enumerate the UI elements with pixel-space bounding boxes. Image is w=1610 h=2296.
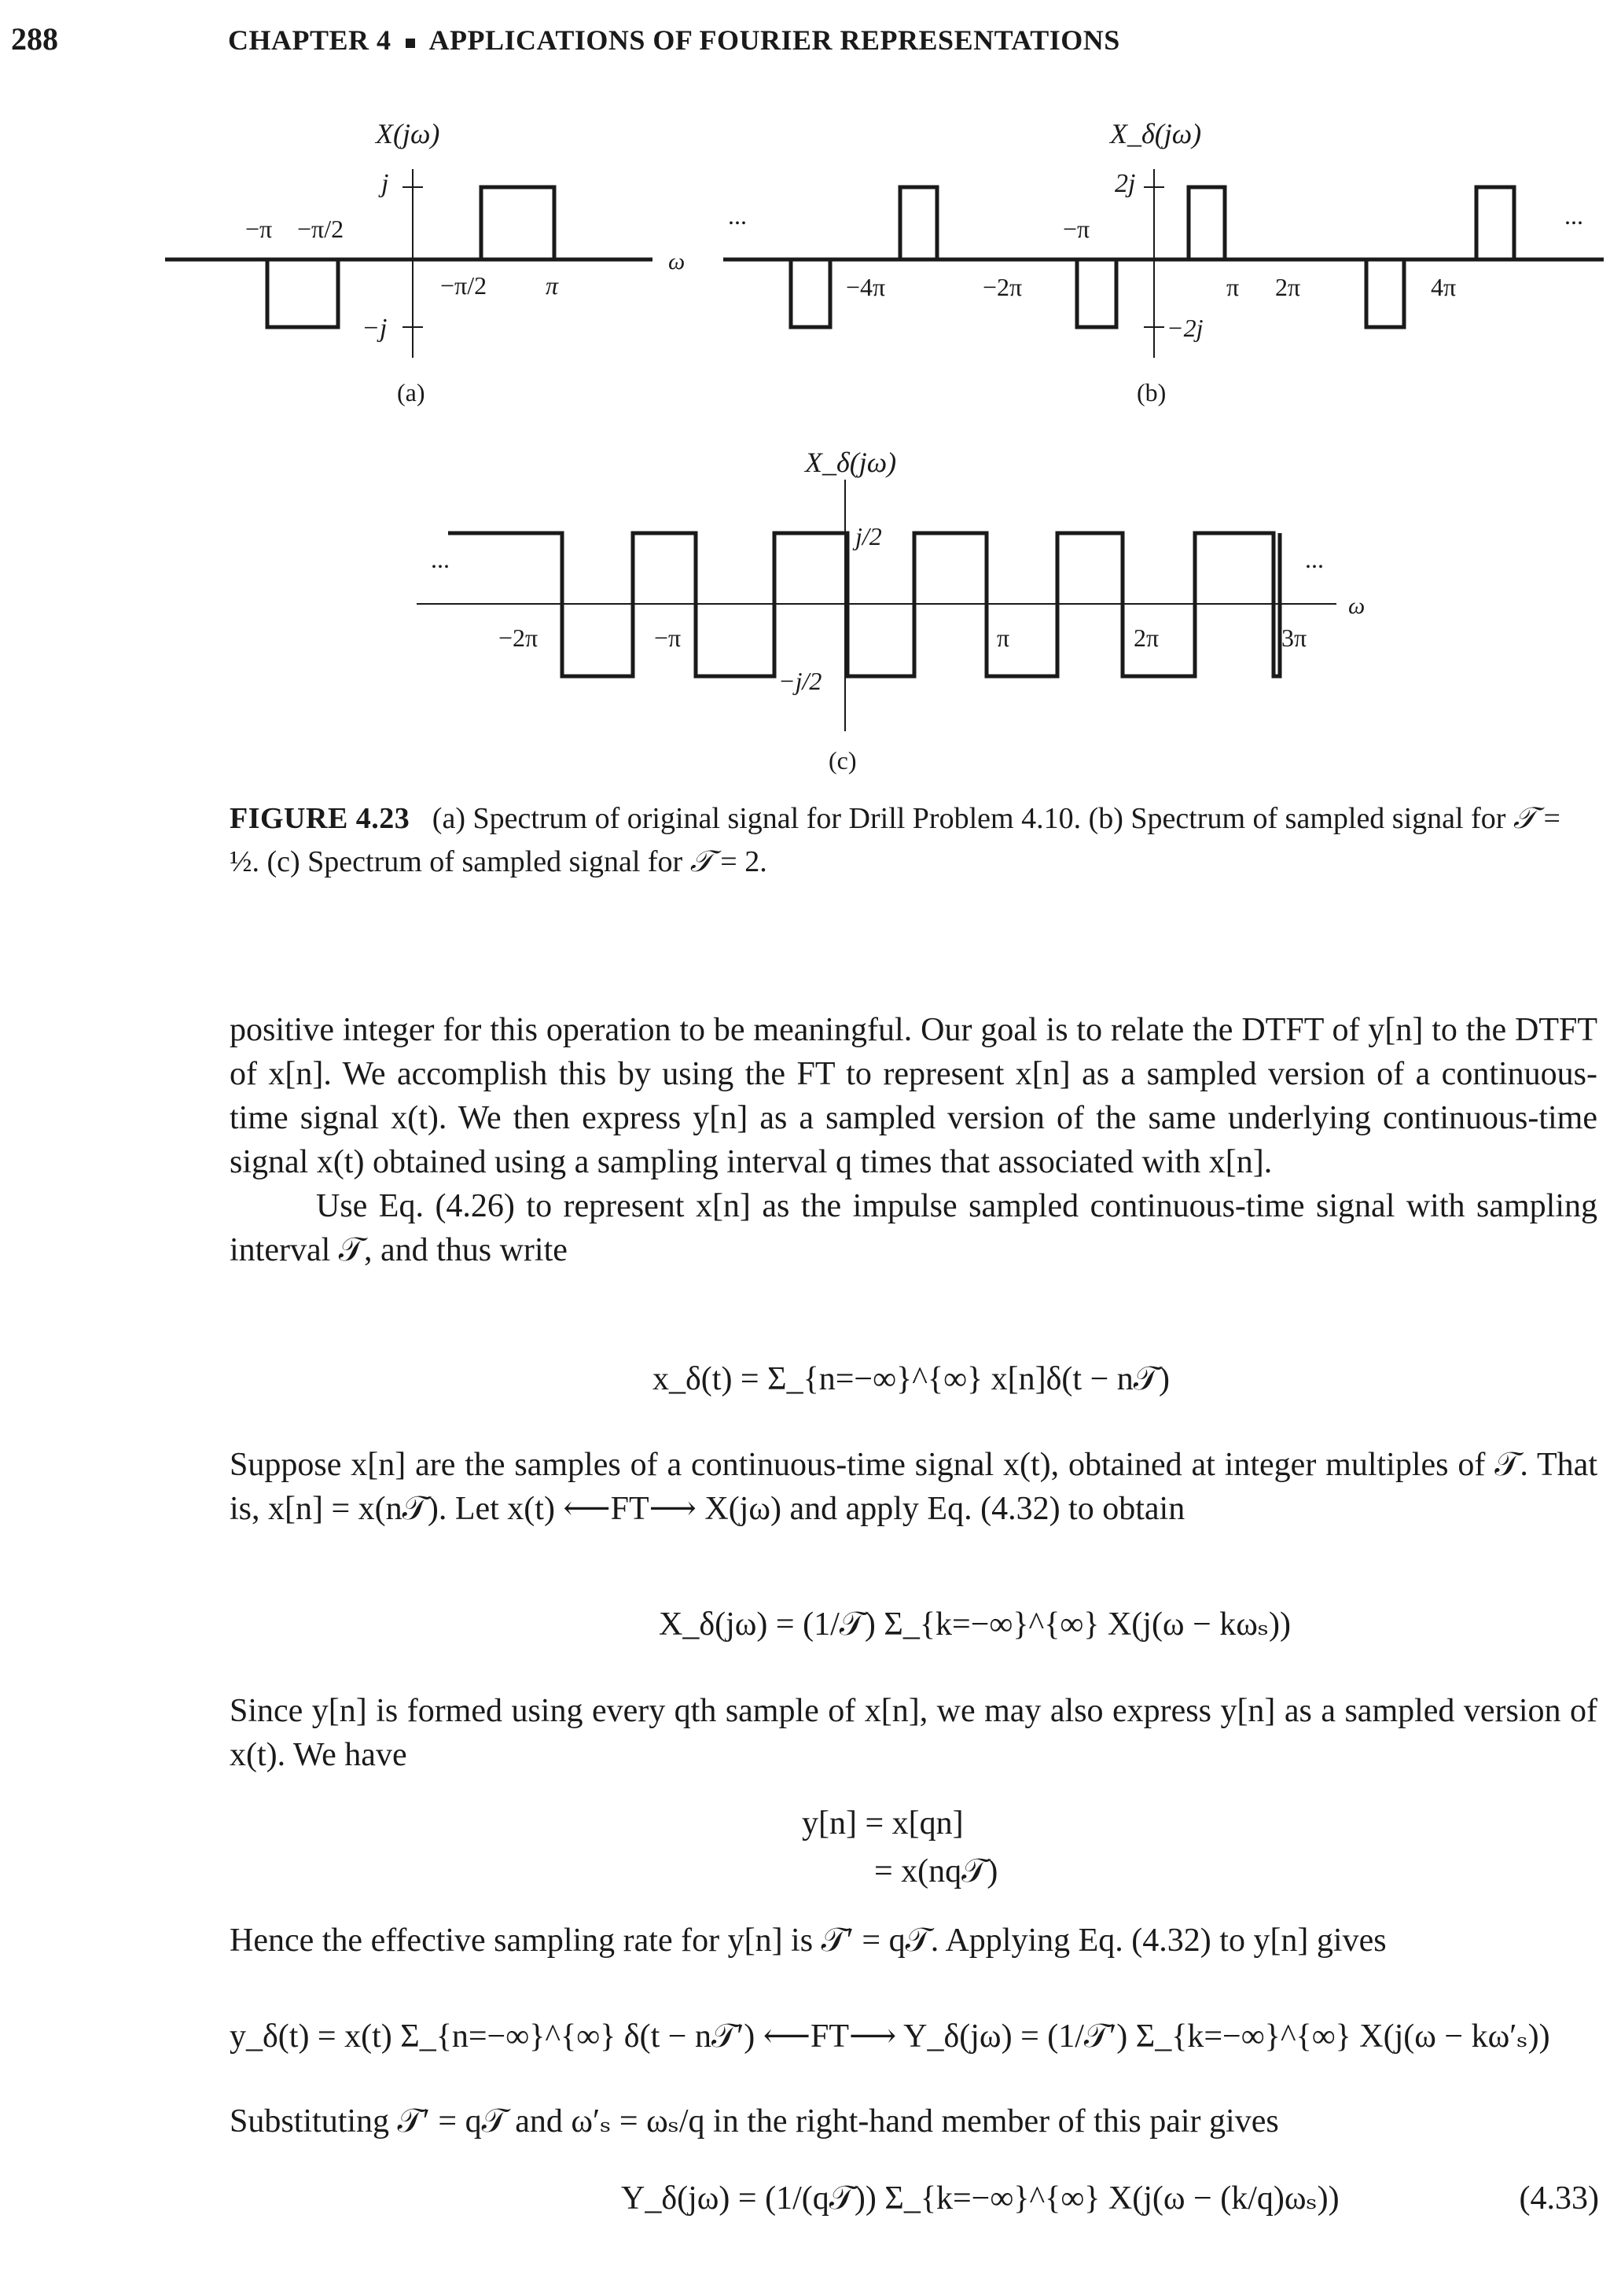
c-ellipsis-left: ...: [431, 545, 450, 573]
b-rect-n3: [1366, 259, 1404, 327]
equation-1: x_δ(t) = Σ_{n=−∞}^{∞} x[n]δ(t − n𝒯): [652, 1361, 1170, 1397]
body-text: [230, 1008, 1597, 1272]
caption-script-T1: 𝒯: [1513, 800, 1536, 835]
a-tick-neg-half-pi: −π/2: [297, 215, 344, 243]
b-rect-p3: [1476, 187, 1514, 259]
a-tick-half-pi: −π/2: [440, 271, 487, 300]
c-tick-2pi: 2π: [1134, 624, 1160, 652]
paragraph-5: Hence the effective sampling rate for y[n] is 𝒯′ = q𝒯. Applying Eq. (4.32) to y[n] gives: [230, 1923, 1387, 1959]
equation-2: X_δ(jω) = (1/𝒯) Σ_{k=−∞}^{∞} X(j(ω − kωₛ)): [659, 1606, 1292, 1643]
paragraph-6: Substituting 𝒯′ = q𝒯 and ω′ₛ = ωₛ/q in the right-hand member of this pair gives: [230, 2103, 1279, 2140]
b-tick-neg-4pi: −4π: [846, 273, 886, 301]
b-tick-4pi: 4π: [1431, 273, 1457, 301]
panel-c: [417, 480, 1336, 731]
a-omega-label: ω: [668, 248, 686, 274]
paragraph-2: Use Eq. (4.26) to represent x[n] as the impulse sampled continuous-time signal with sampling interval 𝒯, and thus write: [230, 1188, 1597, 1268]
figure-caption: [230, 797, 1597, 883]
c-panel-label: (c): [829, 746, 857, 775]
c-level-neg: −j/2: [778, 667, 822, 695]
a-positive-rect: [481, 187, 554, 259]
b-rect-n2: [1077, 259, 1116, 327]
b-level-2j: 2j: [1115, 169, 1136, 198]
body-text-5: [230, 2099, 1597, 2143]
caption-T-half: = ½: [230, 802, 1560, 878]
c-tick-neg-2pi: −2π: [498, 624, 539, 652]
a-negative-rect: [267, 259, 338, 327]
equation-3a: y[n] = x[qn]: [802, 1805, 964, 1842]
equation-5: Y_δ(jω) = (1/(q𝒯)) Σ_{k=−∞}^{∞} X(j(ω − (k/q)ωₛ)): [621, 2180, 1340, 2217]
a-level-j: j: [381, 169, 389, 198]
b-rect-n1: [791, 259, 830, 327]
a-level-neg-j: −j: [362, 314, 388, 343]
b-tick-pi: π: [1226, 273, 1240, 301]
figure-4-23: [0, 0, 1610, 786]
panel-a: [165, 169, 652, 358]
chapter-title: APPLICATIONS OF FOURIER REPRESENTATIONS: [428, 24, 1120, 56]
c-ellipsis-right: ...: [1305, 545, 1324, 573]
page-number: 288: [11, 21, 58, 57]
b-tick-neg-2pi: −2π: [983, 273, 1023, 301]
panel-b: [723, 169, 1604, 358]
caption-T-two: = 2.: [712, 845, 767, 878]
c-tick-neg-pi: −π: [654, 624, 682, 652]
paragraph-1: positive integer for this operation to be meaningful. Our goal is to relate the DTFT of y[n] to the DTFT of x[n]. We accomplish this by using the FT to represent x[n] as a sampled version of a continuous-time signal x(t). We then express y[n] as a sampled version of the same underlying continuous-time signal x(t) obtained using a sampling interval q times that associated with x[n].: [230, 1012, 1597, 1180]
c-level-pos: j/2: [855, 522, 882, 550]
paragraph-3: Suppose x[n] are the samples of a continuous-time signal x(t), obtained at integer multiples of 𝒯. That is, x[n] = x(n𝒯). Let x(t) ⟵FT⟶ X(jω) and apply Eq. (4.32) to obtain: [230, 1447, 1597, 1527]
body-text-2: [230, 1443, 1597, 1531]
b-level-neg-2j: −2j: [1167, 314, 1204, 342]
c-tick-pi: π: [997, 624, 1010, 652]
b-rect-p1: [900, 187, 937, 259]
c-omega-label: ω: [1348, 593, 1366, 619]
b-rect-p2: [1189, 187, 1225, 259]
body-text-3: [230, 1689, 1597, 1777]
caption-text-a: (a) Spectrum of original signal for Drill Problem 4.10. (b) Spectrum of sampled signal for: [432, 802, 1513, 835]
caption-text-b: . (c) Spectrum of sampled signal for: [252, 845, 690, 878]
chapter-label: CHAPTER 4: [228, 24, 391, 56]
b-panel-label: (b): [1137, 378, 1167, 407]
paragraph-4: Since y[n] is formed using every qth sample of x[n], we may also express y[n] as a sampled version of x(t). We have: [230, 1693, 1597, 1773]
equation-3b: = x(nq𝒯): [874, 1853, 998, 1889]
c-ylabel: X_δ(jω): [805, 447, 897, 478]
a-panel-label: (a): [397, 378, 425, 407]
a-tick-pi: π: [546, 271, 559, 300]
b-ylabel: X_δ(jω): [1110, 118, 1202, 149]
body-text-4: [230, 1919, 1597, 1963]
b-ellipsis-right: ...: [1564, 201, 1583, 230]
equation-4: y_δ(t) = x(t) Σ_{n=−∞}^{∞} δ(t − n𝒯′) ⟵FT⟶ Y_δ(jω) = (1/𝒯′) Σ_{k=−∞}^{∞} X(j(ω − kω′ₛ)): [230, 2018, 1550, 2055]
b-ellipsis-left: ...: [728, 201, 747, 230]
a-tick-neg-pi: −π: [245, 215, 273, 243]
b-tick-neg-pi: −π: [1063, 215, 1090, 243]
b-tick-2pi: 2π: [1275, 273, 1301, 301]
a-ylabel: X(jω): [376, 118, 440, 149]
equation-5-number: (4.33): [1519, 2180, 1599, 2217]
caption-script-T2: 𝒯: [689, 844, 713, 878]
c-tick-3pi: 3π: [1281, 624, 1307, 652]
caption-label: FIGURE 4.23: [230, 802, 410, 835]
